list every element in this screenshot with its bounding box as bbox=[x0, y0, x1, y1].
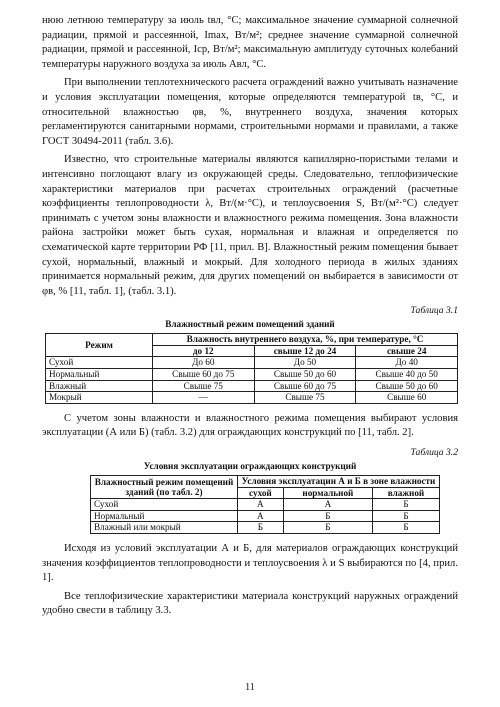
table-cell: Б bbox=[283, 510, 372, 522]
table-2-title: Условия эксплуатации ограждающих конструкций bbox=[143, 461, 357, 472]
table-header-row bbox=[91, 476, 440, 488]
page-number: 11 bbox=[245, 682, 255, 693]
table-col-header: влажной bbox=[373, 487, 440, 499]
operating-conditions-table bbox=[90, 475, 440, 534]
paragraph-4: С учетом зоны влажности и влажностного режима помещения выбирают условия эксплуатации (А или Б) (табл. 3.2) для ограждающих конструкций по [11, табл. 2]. bbox=[42, 412, 458, 439]
table-row bbox=[91, 510, 440, 522]
table-cell-mode: Влажный или мокрый bbox=[91, 522, 238, 534]
table-header-row bbox=[46, 334, 458, 346]
table-cell: — bbox=[153, 392, 255, 404]
table-col-header: сухой bbox=[238, 487, 284, 499]
table-cell: До 40 bbox=[356, 357, 458, 369]
table-cell: Свыше 50 до 60 bbox=[356, 380, 458, 392]
table-cell: До 50 bbox=[254, 357, 356, 369]
table-cell: Свыше 60 до 75 bbox=[254, 380, 356, 392]
table-1-caption: Таблица 3.1 bbox=[410, 305, 458, 317]
table-cell: А bbox=[283, 499, 372, 511]
paragraph-1: нюю летнюю температуру за июль tвл, °С; максимальное значение суммарной солнечной радиации, прямой и рассеянной, Imax, Вт/м²; среднее значение суммарной солнечной радиации, прямой и рассеянной, Iср, Вт/м²; максимальную амплитуду суточных колебаний температуры наружного воздуха за июль Aвл, °С. bbox=[42, 15, 458, 70]
paragraph-2: При выполнении теплотехнического расчета ограждений важно учитывать назначение и условия эксплуатации помещения, которые определяются температурой tв, °С, и относительной влажностью φв, %, внутреннего воздуха, значения которых регламентируются санитарными нормами, строительными нормами и правилами, а также ГОСТ 30494-2011 (табл. 3.6). bbox=[42, 77, 458, 147]
table-col-header: свыше 24 bbox=[356, 345, 458, 357]
paragraph-5: Исходя из условий эксплуатации А и Б, для материалов ограждающих конструкций значения коэффициентов теплопроводности и теплоусвоения λ и S выбираются по [4, прил. 1]. bbox=[42, 543, 458, 584]
table-row bbox=[46, 392, 458, 404]
table-cell: А bbox=[238, 499, 284, 511]
table-col-header: до 12 bbox=[153, 345, 255, 357]
table-header-group: Влажность внутреннего воздуха, %, при температуре, °С bbox=[153, 334, 458, 346]
table-header-mode: Режим bbox=[46, 334, 153, 357]
table-cell: Свыше 60 bbox=[356, 392, 458, 404]
table-cell: Б bbox=[238, 522, 284, 534]
table-cell: Свыше 75 bbox=[153, 380, 255, 392]
table-row bbox=[46, 369, 458, 381]
paragraph-6: Все теплофизические характеристики материала конструкций наружных ограждений удобно свести в таблицу 3.3. bbox=[42, 590, 458, 617]
paragraph-3: Известно, что строительные материалы являются капиллярно-пористыми телами и интенсивно поглощают влагу из окружающей среды. Следовательно, теплофизические характеристики материалов при расчетах строительных ограждений (расчетные коэффициенты теплопроводности λ, Вт/(м·°С), и теплоусвоения S, Вт/(м²·°С) следует принимать с учетом зоны влажности и влажностного режима помещения. Зона влажности района застройки может быть сухая, нормальная и влажная и определяется по схематической карте территории РФ [11, прил. В]. Влажностный режим помещения бывает сухой, нормальный, влажный и мокрый. Для холодного периода в жилых зданиях принимается нормальный режим, для других помещений он выбирается в зависимости от φв, % [11, табл. 1], (табл. 3.1). bbox=[42, 154, 458, 297]
table-cell: Б bbox=[283, 522, 372, 534]
table-cell: Б bbox=[373, 510, 440, 522]
table-cell-mode: Нормальный bbox=[91, 510, 238, 522]
table-cell: А bbox=[238, 510, 284, 522]
table-cell: Свыше 40 до 50 bbox=[356, 369, 458, 381]
table-cell-mode: Сухой bbox=[46, 357, 153, 369]
table-col-header: свыше 12 до 24 bbox=[254, 345, 356, 357]
table-col-header: нормальной bbox=[283, 487, 372, 499]
humidity-regime-table bbox=[45, 333, 458, 404]
table-cell: Свыше 50 до 60 bbox=[254, 369, 356, 381]
table-row bbox=[46, 380, 458, 392]
table-cell: Свыше 60 до 75 bbox=[153, 369, 255, 381]
table-row bbox=[91, 522, 440, 534]
table-1-title: Влажностный режим помещений зданий bbox=[165, 319, 335, 330]
table-cell-mode: Сухой bbox=[91, 499, 238, 511]
table-cell: Свыше 75 bbox=[254, 392, 356, 404]
table-cell-mode: Нормальный bbox=[46, 369, 153, 381]
table-cell: Б bbox=[373, 499, 440, 511]
table-cell: Б bbox=[373, 522, 440, 534]
table-row bbox=[46, 357, 458, 369]
table-row bbox=[91, 499, 440, 511]
table-header-group: Условия эксплуатации А и Б в зоне влажности bbox=[238, 476, 440, 488]
table-cell-mode: Влажный bbox=[46, 380, 153, 392]
table-header-mode: Влажностный режим помещений зданий (по табл. 2) bbox=[91, 476, 238, 499]
table-cell: До 60 bbox=[153, 357, 255, 369]
table-cell-mode: Мокрый bbox=[46, 392, 153, 404]
table-2-caption: Таблица 3.2 bbox=[410, 447, 458, 459]
